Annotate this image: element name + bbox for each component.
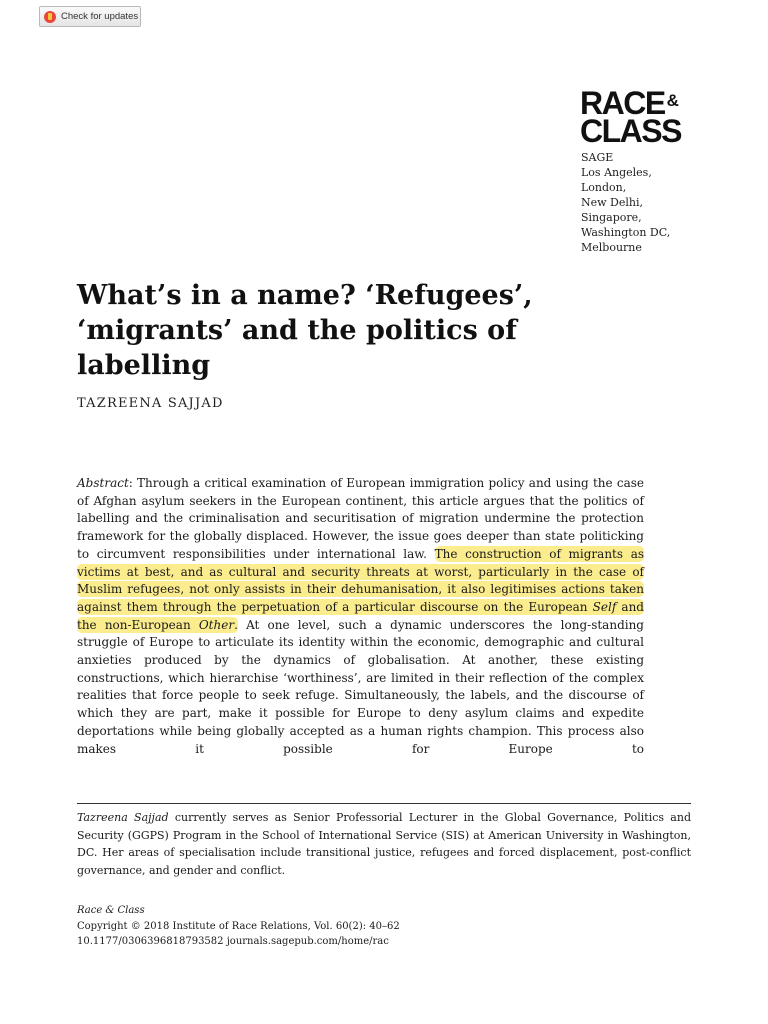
- logo-ampersand: &: [666, 91, 679, 110]
- article-author: TAZREENA SAJJAD: [77, 396, 224, 411]
- journal-logo: [580, 85, 681, 149]
- abstract: [77, 475, 644, 758]
- footnote-divider: [77, 803, 691, 804]
- publisher-location: Singapore,: [581, 211, 642, 224]
- publisher-location: New Delhi,: [581, 196, 643, 209]
- journal-footer: [77, 903, 400, 950]
- footer-copyright: Copyright © 2018 Institute of Race Relations, Vol. 60(2): 40–62: [77, 920, 400, 932]
- publisher-location: Los Angeles,: [581, 166, 652, 179]
- highlight-text: .: [234, 617, 238, 632]
- publisher-location: London,: [581, 181, 627, 194]
- crossmark-icon: [44, 11, 56, 23]
- publisher-info: [581, 150, 670, 255]
- article-title: What’s in a name? ‘Refugees’, ‘migrants’ and the politics of labelling: [77, 280, 533, 381]
- logo-word-class: CLASS: [580, 113, 681, 149]
- abstract-text-rest: At one level, such a dynamic underscores the long-standing struggle of Europe to articulate its identity within the economic, demographic and cultural anxieties produced by the dynamics of globalisation. At another, these existing constructions, which hierarchise ‘worthiness’, are limited in their reflection of the complex realities that force people to seek refuge. Simultaneously, the labels, and the discourse of which they are part, make it possible for Europe to deny asylum claims and expedite deportations while being globally accepted as a human rights champion. This process also makes it possible for Europe to: [77, 617, 644, 756]
- highlight-text: The construction of migrants as victims at best, and as cultural and security threats at worst, particularly in the case of Muslim refugees, not only assists in their dehumanisation, it also legitimises actions taken against them through the perpetuation of a particular discourse on the European: [77, 546, 645, 614]
- footer-doi: 10.1177/0306396818793582 journals.sagepub.com/home/rac: [77, 936, 389, 947]
- bio-author-name: Tazreena Sajjad: [77, 811, 169, 824]
- logo-word-race: RACE: [580, 85, 665, 121]
- publisher-name: SAGE: [581, 151, 614, 164]
- highlight-text: and the non-European: [77, 599, 644, 632]
- abstract-text-intro: : Through a critical examination of European immigration policy and using the case of Afghan asylum seekers in the European continent, this article argues that the politics of labelling and the criminalisation and securitisation of migration undermine the protection framework for the globally displaced. However, the issue goes deeper than state politicking to circumvent responsibilities under international law.: [77, 476, 644, 561]
- publisher-location: Melbourne: [581, 241, 642, 254]
- author-bio: [77, 809, 691, 879]
- footer-journal-name: Race & Class: [77, 905, 145, 916]
- publisher-location: Washington DC,: [581, 226, 671, 239]
- highlight-term-other: Other: [198, 617, 235, 632]
- check-for-updates-label: Check for updates: [61, 11, 139, 22]
- bio-text: currently serves as Senior Professorial Lecturer in the Global Governance, Politics and Security (GGPS) Program in the School of International Service (SIS) at American University in Washington, DC. Her areas of specialisation include transitional justice, refugees and forced displacement, post-conflict governance, and gender and conflict.: [77, 811, 691, 877]
- abstract-label: Abstract: [77, 476, 129, 490]
- highlight-term-self: Self: [592, 599, 617, 614]
- check-for-updates-button[interactable]: [39, 6, 141, 27]
